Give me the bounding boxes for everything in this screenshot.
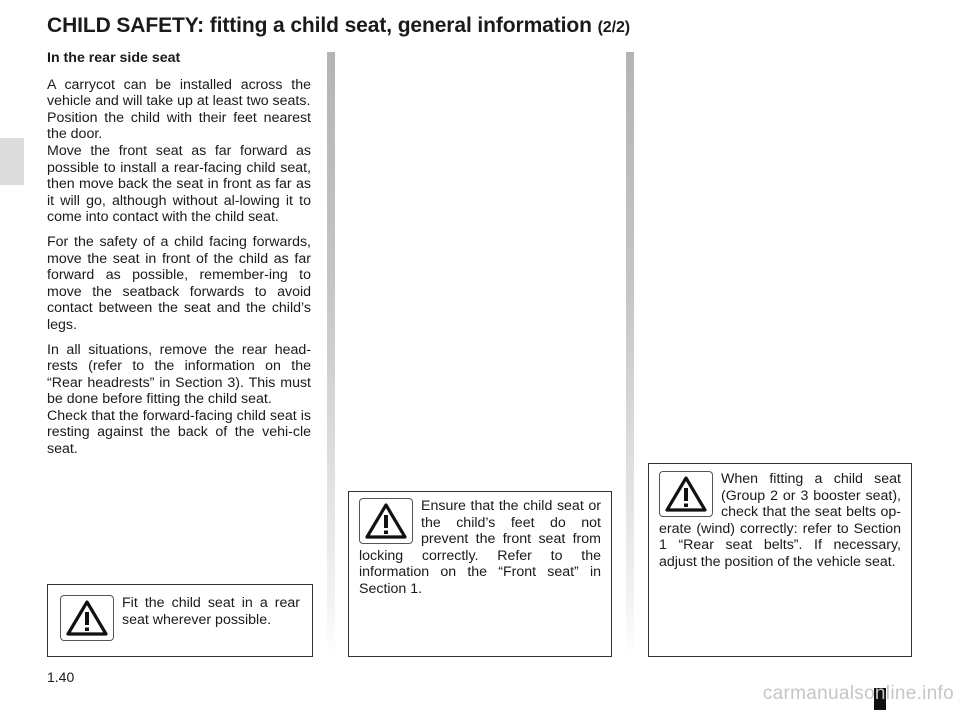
warning-triangle-icon — [60, 595, 114, 641]
paragraph-line: In all situations, remove the rear head-rests (refer to the information on the “Rear headrests” in Section 3). This must be done before fitting the child seat. — [47, 341, 311, 408]
watermark-text: carmanualsonline.info — [762, 683, 954, 704]
section-heading: In the rear side seat — [47, 50, 181, 66]
paragraph-headrests — [47, 342, 311, 458]
warning-box-seat-belts — [648, 463, 912, 657]
warning-triangle-icon — [659, 471, 713, 517]
page-title-text: CHILD SAFETY: fitting a child seat, general information — [47, 14, 592, 37]
paragraph-forward-facing: For the safety of a child facing forwards, move the seat in front of the child as far forward as possible, remember-ing to move the seatback forwards to avoid contact between the seat and the child’s legs. — [47, 233, 311, 333]
paragraph-line: Position the child with their feet nearest the door. — [47, 109, 311, 143]
warning-text: Ensure that the child seat or the child’s feet do not prevent the front seat from locking correctly. Refer to the information on the “Front seat” in Section 1. — [359, 498, 601, 597]
section-side-tab — [0, 138, 24, 185]
paragraph-line: Move the front seat as far forward as possible to install a rear-facing child seat, then move back the seat in front as far as it will go, although without al-lowing it to come into contact with the child seat. — [47, 142, 311, 226]
page-title-suffix: (2/2) — [597, 19, 630, 36]
column1-text — [47, 50, 311, 466]
page-number: 1.40 — [47, 669, 75, 685]
warning-triangle-icon — [359, 498, 413, 544]
paragraph-carrycot — [47, 77, 311, 226]
paragraph-line: Check that the forward-facing child seat is resting against the back of the vehi-cle seat. — [47, 407, 311, 458]
column-divider-right — [626, 52, 634, 657]
page-title — [47, 14, 630, 38]
warning-text: Fit the child seat in a rear seat wherever possible. — [122, 595, 300, 628]
warning-text: When fitting a child seat (Group 2 or 3 booster seat), check that the seat belts op-erate (wind) correctly: refer to Section 1 “Rear seat belts”. If necessary, adjust the position of the vehicle seat. — [659, 471, 901, 570]
warning-box-rear-seat — [47, 584, 313, 657]
paragraph-line: A carrycot can be installed across the vehicle and will take up at least two seats. — [47, 76, 311, 110]
column-divider-left — [327, 52, 335, 657]
warning-box-front-seat — [348, 491, 612, 657]
